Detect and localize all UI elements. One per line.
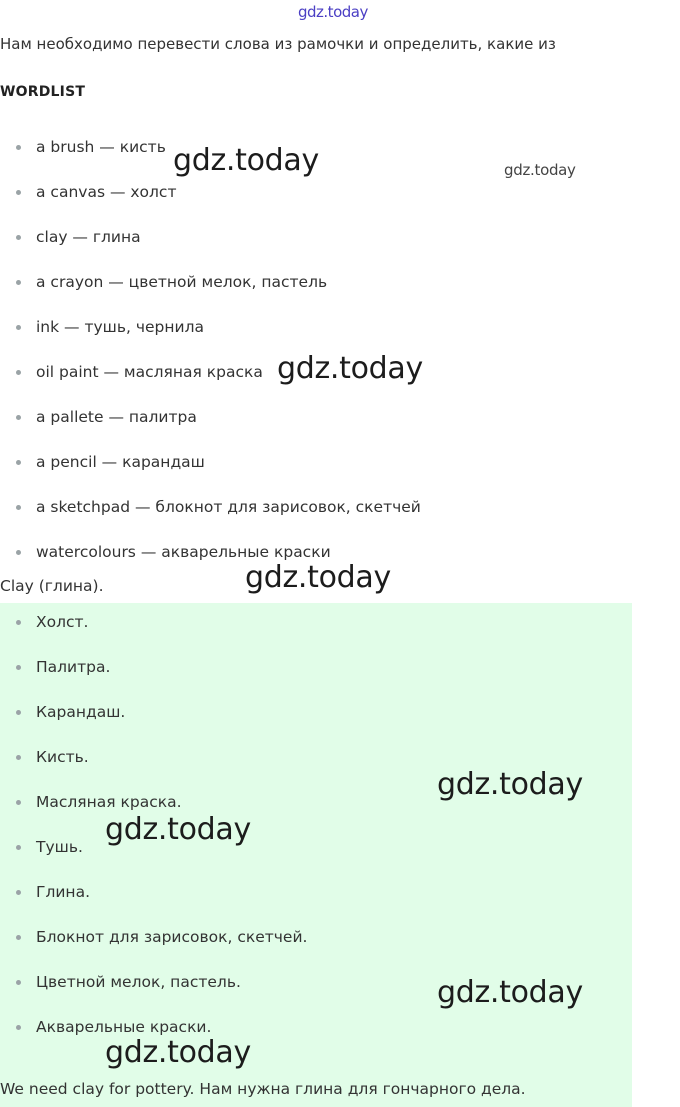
bullet-icon — [16, 1025, 21, 1030]
wordlist-item-text: a brush — кисть — [36, 138, 166, 156]
list-item — [0, 882, 632, 927]
bullet-icon — [16, 460, 21, 465]
bullet-icon — [16, 935, 21, 940]
list-item — [0, 1017, 632, 1062]
list-item — [0, 837, 632, 882]
bullet-icon — [16, 800, 21, 805]
wordlist-item-text: oil paint — масляная краска — [36, 363, 263, 381]
intro-text: Нам необходимо перевести слова из рамочки и определить, какие из — [0, 35, 556, 53]
answer-item-text: Тушь. — [36, 838, 83, 856]
answer-item-text: Карандаш. — [36, 703, 126, 721]
watermark-top: gdz.today — [298, 3, 368, 21]
watermark: gdz.today — [105, 1035, 251, 1070]
watermark: gdz.today — [277, 351, 423, 386]
list-item — [0, 657, 632, 702]
wordlist-item-text: clay — глина — [36, 228, 141, 246]
bullet-icon — [16, 890, 21, 895]
answer-line: Clay (глина). — [0, 577, 104, 595]
bullet-icon — [16, 145, 21, 150]
wordlist-item-text: a pencil — карандаш — [36, 453, 205, 471]
bullet-icon — [16, 620, 21, 625]
list-item — [0, 272, 632, 317]
answer-item-text: Палитра. — [36, 658, 111, 676]
bullet-icon — [16, 845, 21, 850]
wordlist-item-text: a sketchpad — блокнот для зарисовок, скетчей — [36, 498, 421, 516]
wordlist-heading: WORDLIST — [0, 84, 86, 100]
answer-item-text: Холст. — [36, 613, 89, 631]
wordlist-item-text: ink — тушь, чернила — [36, 318, 204, 336]
bullet-icon — [16, 415, 21, 420]
bullet-icon — [16, 505, 21, 510]
list-item — [0, 927, 632, 972]
answer-item-text: Акварельные краски. — [36, 1018, 212, 1036]
answer-item-text: Блокнот для зарисовок, скетчей. — [36, 928, 308, 946]
answer-item-text: Кисть. — [36, 748, 89, 766]
answer-item-text: Масляная краска. — [36, 793, 182, 811]
watermark: gdz.today — [437, 975, 583, 1010]
wordlist-item-text: a canvas — холст — [36, 183, 177, 201]
answer-item-text: Цветной мелок, пастель. — [36, 973, 241, 991]
conclusion-text: We need clay for pottery. Нам нужна глина для гончарного дела. — [0, 1080, 526, 1098]
bullet-icon — [16, 325, 21, 330]
watermark: gdz.today — [245, 560, 391, 595]
list-item — [0, 407, 632, 452]
list-item — [0, 702, 632, 747]
watermark: gdz.today — [173, 143, 319, 178]
list-item — [0, 452, 632, 497]
bullet-icon — [16, 370, 21, 375]
wordlist-item-text: watercolours — акварельные краски — [36, 543, 331, 561]
list-item — [0, 612, 632, 657]
bullet-icon — [16, 710, 21, 715]
bullet-icon — [16, 280, 21, 285]
watermark: gdz.today — [105, 812, 251, 847]
list-item — [0, 182, 632, 227]
list-item — [0, 497, 632, 542]
bullet-icon — [16, 235, 21, 240]
bullet-icon — [16, 550, 21, 555]
watermark: gdz.today — [504, 161, 576, 179]
bullet-icon — [16, 665, 21, 670]
list-item — [0, 227, 632, 272]
bullet-icon — [16, 980, 21, 985]
wordlist-item-text: a crayon — цветной мелок, пастель — [36, 273, 328, 291]
watermark: gdz.today — [437, 767, 583, 802]
bullet-icon — [16, 755, 21, 760]
wordlist-item-text: a pallete — палитра — [36, 408, 197, 426]
bullet-icon — [16, 190, 21, 195]
answer-item-text: Глина. — [36, 883, 90, 901]
